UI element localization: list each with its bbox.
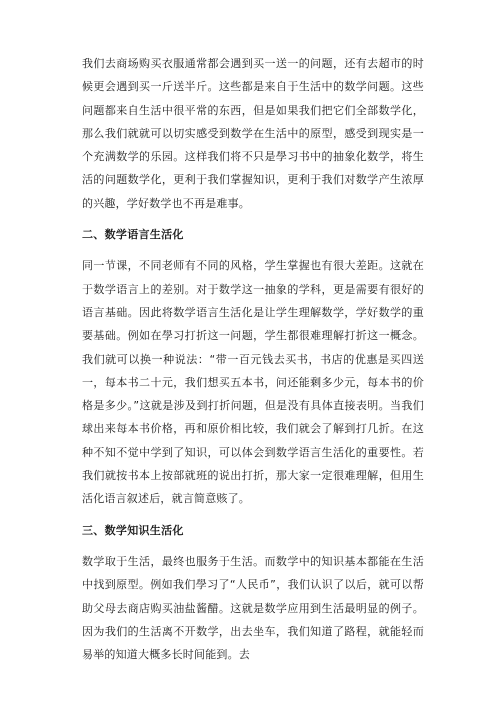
document-body	[82, 52, 424, 666]
section-heading-knowledge: 三、数学知识生活化	[82, 523, 184, 537]
paragraph-math-knowledge: 数学取于生活，最终也服务于生活。而数学中的知识基本都能在生活中找到原型。例如我们學习了“人民币”，我们认识了以后，就可以帮助父母去商店购买油盐酱醋。这就是数学应用到生活最明显的例子。因为我们的生活离不开数学，出去坐车，我们知道了路程，就能轻而易举的知道大概多长时间能到。去	[82, 554, 424, 662]
section-heading-language: 二、数学语言生活化	[82, 228, 184, 242]
paragraph-math-language: 同一节课，不同老师有不同的风格，学生掌握也有很大差距。这就在于数学语言上的差别。对于数学这一抽象的学科，更是需要有很好的语言基础。因此将数学语言生活化是让学生理解数学，学好数学的重要基础。例如在學习打折这一问题，学生都很难理解打折这一概念。我们就可以换一种说法：“带一百元钱去买书，书店的优惠是买四送一，每本书二十元，我们想买五本书，问还能剩多少元，每本书的价格是多少。”这就是涉及到打折问题，但是没有具体直接表明。当我们球出来每本书价格，再和原价相比较，我们就会了解到打几折。在这种不知不觉中学到了知识，可以体会到数学语言生活化的重要性。若我们就按书本上按部就班的说出打折，那大家一定很难理解，但用生活化语言叙述后，就言简意赅了。	[82, 259, 424, 506]
paragraph-shopping-examples: 我们去商场购买衣服通常都会遇到买一送一的问题，还有去超市的时候更会遇到买一斤送半斤。这些都是来自于生活中的数学问题。这些问题都来自生活中很平常的东西，但是如果我们把它们全部数学化，那么我们就就可以切实感受到数学在生活中的原型，感受到现实是一个充满数学的乐园。这样我们将不只是學习书中的抽象化数学，将生活的问题数学化，更利于我们掌握知识，更利于我们对数学产生浓厚的兴趣，学好数学也不再是难事。	[82, 57, 424, 210]
